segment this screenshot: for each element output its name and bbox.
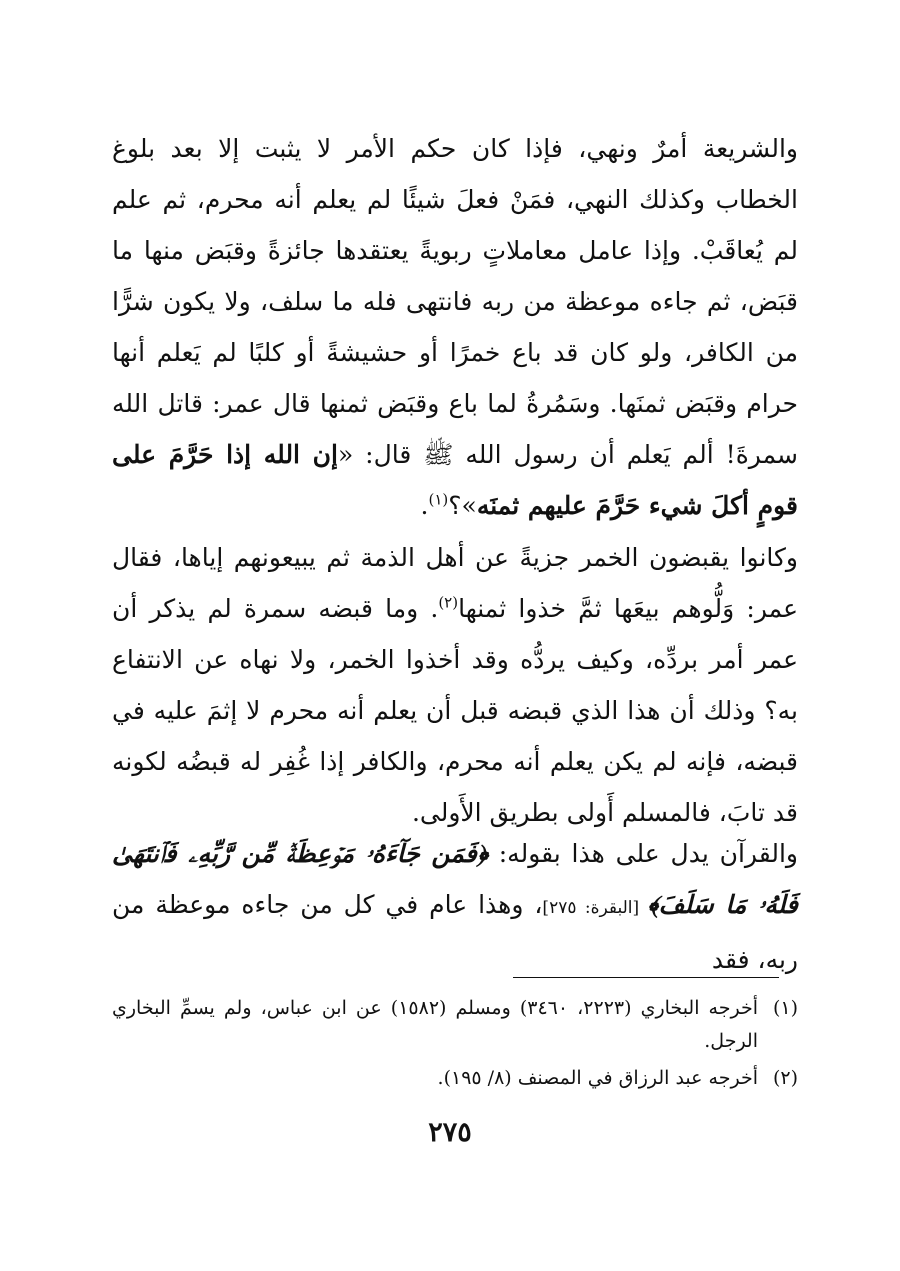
footnote-marker-1[interactable]: (١) [428, 490, 449, 509]
paragraph-2-text-a: وكانوا يقبضون الخمر جزيةً عن أهل الذمة ثم يبيعونهم إياها، فقال عمر: وَلُّوهم بيعَها ثمَّ خذوا ثمنها [112, 543, 798, 623]
quran-verse: ﴿فَمَن جَآءَهُۥ مَوۡعِظَةٞ مِّن رَّبِّهِۦ فَٱنتَهَىٰ فَلَهُۥ مَا سَلَفَ﴾ [112, 839, 798, 919]
footnote-1 [112, 992, 798, 1058]
footnote-1-text: أخرجه البخاري (٢٢٢٣، ٣٤٦٠) ومسلم (١٥٨٢) عن ابن عباس، ولم يسمِّ البخاري الرجل. [112, 997, 758, 1052]
footnote-2-number: (٢) [772, 1067, 798, 1089]
hadith-quote: إن الله إذا حَرَّمَ على قومٍ أكلَ شيء حَرَّمَ عليهم ثمنَه [112, 440, 798, 520]
footnote-marker-2[interactable]: (٢) [438, 593, 459, 612]
paragraph-1 [112, 123, 798, 531]
paragraph-1-text-a: والشريعة أمرٌ ونهي، فإذا كان حكم الأمر لا يثبت إلا بعد بلوغ الخطاب وكذلك النهي، فمَنْ فعلَ شيئًا لم يعلم أنه محرم، ثم علم لم يُعاقَبْ. وإذا عامل معاملاتٍ ربويةً يعتقدها جائزةً وقبَض منها ما قبَض، ثم جاءه موعظة من ربه فانتهى فله ما سلف، ولا يكون شرًّا من الكافر، ولو كان قد باع خمرًا أو حشيشةً أو كلبًا لم يَعلم أنها حرام وقبَض ثمنَها. وسَمُرةُ لما باع وقبَض ثمنها قال عمر: قاتل الله سمرةَ! ألم يَعلم أن رسول الله ﷺ قال: « [112, 134, 798, 469]
quran-reference: [البقرة: ٢٧٥] [542, 898, 648, 918]
paragraph-3-text-a: والقرآن يدل على هذا بقوله: [487, 839, 798, 868]
paragraph-2-text-b: . وما قبضه سمرة لم يذكر أن عمر أمر بردِّه، وكيف يردُّه وقد أخذوا الخمر، ولا نهاه عن الانتفاع به؟ وذلك أن هذا الذي قبضه قبل أن يعلم أنه محرم لا إثمَ عليه في قبضه، فإنه لم يكن يعلم أنه محرم، والكافر إذا غُفِر له قبضُه لكونه قد تابَ، فالمسلم أَولى بطريق الأَولى. [112, 594, 798, 827]
footnote-divider [513, 977, 779, 978]
paragraph-2 [112, 532, 798, 838]
paragraph-3 [112, 828, 798, 985]
footnotes [112, 992, 798, 1099]
paragraph-1-end: . [420, 491, 429, 520]
footnote-2-text: أخرجه عبد الرزاق في المصنف (٨/ ١٩٥). [437, 1067, 758, 1089]
page-number: ٢٧٥ [428, 1117, 472, 1148]
footnote-2 [112, 1062, 798, 1095]
paragraph-1-text-b: »؟ [448, 491, 477, 520]
footnote-1-number: (١) [772, 997, 798, 1019]
paragraph-3-text-b: ، وهذا عام في كل من جاءه موعظة من ربه، فقد [112, 890, 798, 974]
